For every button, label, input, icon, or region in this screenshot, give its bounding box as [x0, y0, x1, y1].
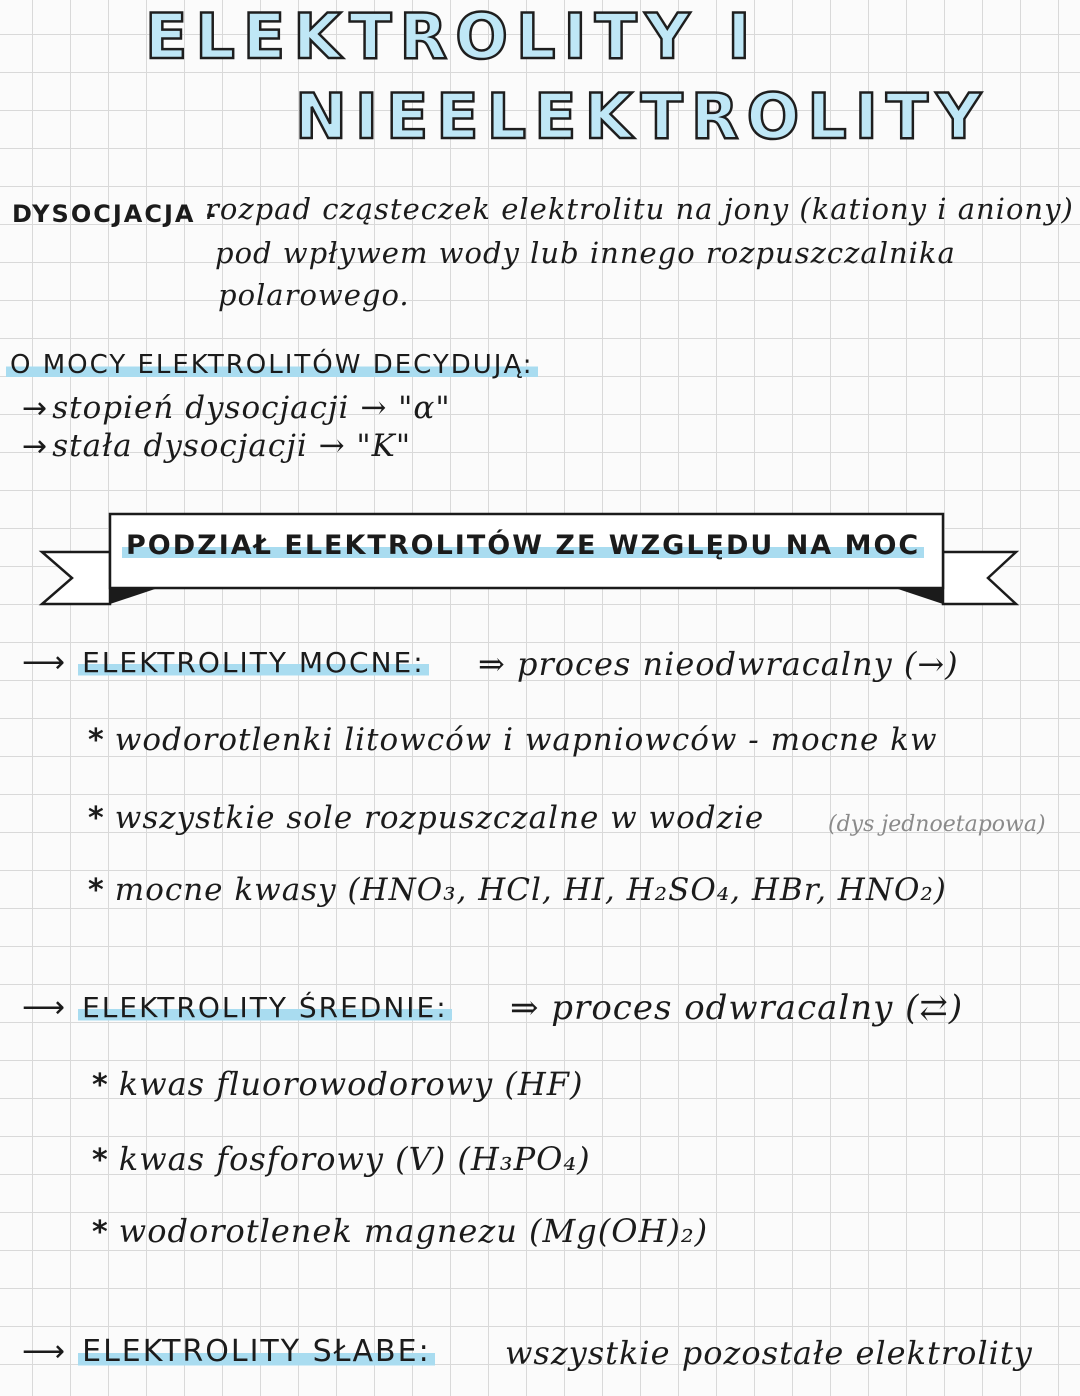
srednie-process: ⇒ proces odwracalny (⇄): [510, 988, 964, 1028]
srednie-item-3: [92, 1212, 708, 1250]
asterisk-icon: *: [88, 801, 104, 836]
moc-heading: [6, 350, 538, 380]
srednie-heading: ELEKTROLITY ŚREDNIE:: [78, 991, 452, 1024]
arrow-right-icon: →: [22, 391, 48, 426]
mocne-item-2: [88, 800, 764, 836]
dysocjacja-term: DYSOCJACJA -: [12, 200, 218, 228]
list-item-text: wodorotlenek magnezu (Mg(OH)₂): [118, 1212, 709, 1250]
mocne-heading-row: [22, 645, 429, 680]
slabe-heading: ELEKTROLITY SŁABE:: [78, 1334, 435, 1369]
page-title-line2: NIEELEKTROLITY: [295, 80, 990, 153]
moc-item-1: [22, 390, 451, 426]
srednie-item-2: [92, 1140, 591, 1178]
dysocjacja-line2: pod wpływem wody lub innego rozpuszczalnika: [215, 236, 956, 270]
long-arrow-right-icon: ⟶: [22, 1334, 66, 1369]
banner-label-text: PODZIAŁ ELEKTROLITÓW ZE WZGLĘDU NA MOC: [122, 530, 924, 561]
asterisk-icon: *: [88, 723, 104, 758]
banner-label: [122, 530, 924, 561]
slabe-text: wszystkie pozostałe elektrolity: [505, 1334, 1033, 1372]
mocne-item-1: [88, 722, 937, 758]
mocne-item-3: [88, 872, 947, 908]
list-item-text: wszystkie sole rozpuszczalne w wodzie: [114, 800, 765, 836]
moc-item-2: [22, 428, 411, 464]
list-item-text: wodorotlenki litowców i wapniowców - mocne kw: [114, 722, 938, 758]
moc-item-text: stała dysocjacji → "K": [52, 428, 412, 464]
long-arrow-right-icon: ⟶: [22, 645, 66, 680]
moc-item-text: stopień dysocjacji → "α": [52, 390, 451, 426]
list-item-text: mocne kwasy (HNO₃, HCl, HI, H₂SO₄, HBr, HNO₂): [114, 872, 947, 908]
asterisk-icon: *: [92, 1143, 108, 1178]
arrow-right-icon: →: [22, 429, 48, 464]
page-title-line1: ELEKTROLITY I: [145, 0, 759, 73]
dysocjacja-line3: polarowego.: [218, 278, 410, 312]
mocne-heading: ELEKTROLITY MOCNE:: [78, 646, 429, 679]
dysocjacja-line1: rozpad cząsteczek elektrolitu na jony (kationy i aniony): [205, 192, 1074, 226]
moc-heading-text: O MOCY ELEKTROLITÓW DECYDUJĄ:: [6, 350, 538, 380]
srednie-item-1: [92, 1065, 583, 1103]
slabe-heading-row: [22, 1334, 435, 1369]
asterisk-icon: *: [92, 1068, 108, 1103]
asterisk-icon: *: [92, 1215, 108, 1250]
asterisk-icon: *: [88, 873, 104, 908]
long-arrow-right-icon: ⟶: [22, 990, 66, 1025]
list-item-text: kwas fluorowodorowy (HF): [118, 1065, 584, 1103]
list-item-text: kwas fosforowy (V) (H₃PO₄): [118, 1140, 591, 1178]
mocne-process: ⇒ proces nieodwracalny (→): [478, 645, 959, 683]
srednie-heading-row: [22, 990, 452, 1025]
mocne-item-2-note: (dys jednoetapowa): [828, 812, 1046, 837]
